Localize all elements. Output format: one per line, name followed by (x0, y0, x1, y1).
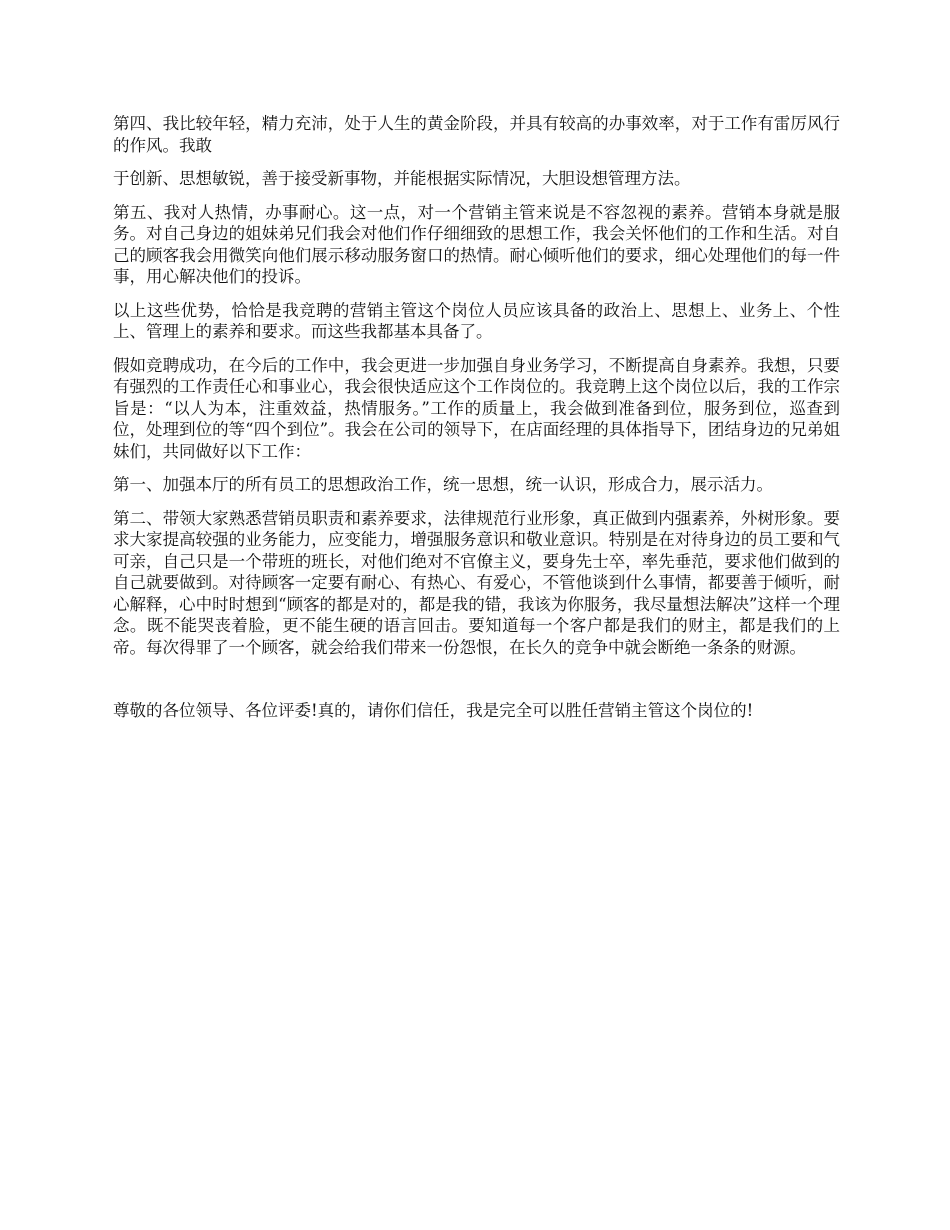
paragraph-plan-item-one: 第一、加强本厅的所有员工的思想政治工作，统一思想，统一认识，形成合力，展示活力。 (113, 475, 773, 494)
document-page (113, 113, 840, 734)
paragraph-work-plan-intro: 假如竞聘成功，在今后的工作中，我会更进一步加强自身业务学习，不断提高自身素养。我想，只要有强烈的工作责任心和事业心，我会很快适应这个工作岗位的。我竞聘上这个岗位以后，我的工作宗旨是：“以人为本，注重效益，热情服务。”工作的质量上，我会做到准备到位，服务到位，巡查到位，处理到位的等“四个到位”。我会在公司的领导下，在店面经理的具体指导下，团结身边的兄弟姐妹们，共同做好以下工作： (113, 355, 840, 461)
paragraph-closing: 尊敬的各位领导、各位评委!真的，请你们信任，我是完全可以胜任营销主管这个岗位的! (113, 701, 754, 720)
paragraph-fourth-point: 第四、我比较年轻，精力充沛，处于人生的黄金阶段，并具有较高的办事效率，对于工作有雷厉风行的作风。我敢 (113, 114, 840, 155)
paragraph-strengths-summary: 以上这些优势，恰恰是我竞聘的营销主管这个岗位人员应该具备的政治上、思想上、业务上、个性上、管理上的素养和要求。而这些我都基本具备了。 (113, 300, 840, 341)
paragraph-plan-item-two: 第二、带领大家熟悉营销员职责和素养要求，法律规范行业形象，真正做到内强素养，外树形象。要求大家提高较强的业务能力，应变能力，增强服务意识和敬业意识。特别是在对待身边的员工要和气可亲，自己只是一个带班的班长，对他们绝对不官僚主义，要身先士卒，率先垂范，要求他们做到的自己就要做到。对待顾客一定要有耐心、有热心、有爱心，不管他谈到什么事情，都要善于倾听，耐心解释，心中时时想到“顾客的都是对的，都是我的错，我该为你服务，我尽量想法解决”这样一个理念。既不能哭丧着脸，更不能生硬的语言回击。要知道每一个客户都是我们的财主，都是我们的上帝。每次得罪了一个顾客，就会给我们带来一份怨恨，在长久的竞争中就会断绝一条条的财源。 (113, 508, 840, 657)
paragraph-fourth-point-continued: 于创新、思想敏锐，善于接受新事物，并能根据实际情况，大胆设想管理方法。 (113, 169, 691, 188)
paragraph-fifth-point: 第五、我对人热情，办事耐心。这一点，对一个营销主管来说是不容忽视的素养。营销本身就是服务。对自己身边的姐妹弟兄们我会对他们作仔细细致的思想工作，我会关怀他们的工作和生活。对自己的顾客我会用微笑向他们展示移动服务窗口的热情。耐心倾听他们的要求，细心处理他们的每一件事，用心解决他们的投诉。 (113, 202, 840, 286)
